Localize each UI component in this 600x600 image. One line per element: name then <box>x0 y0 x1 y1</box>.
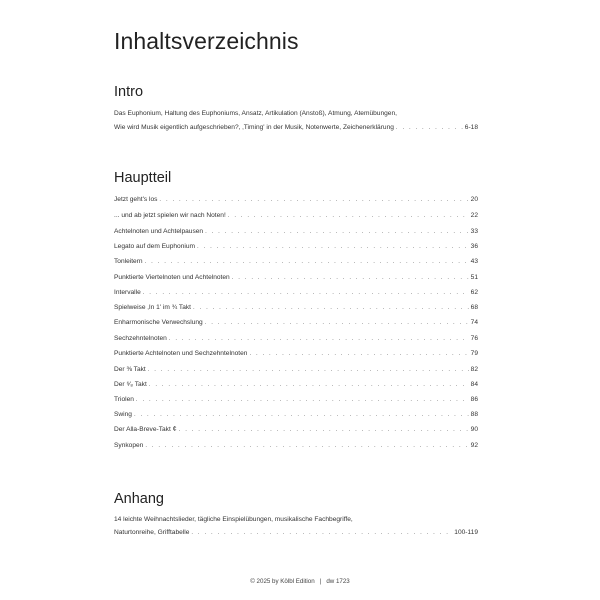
toc-label: Punktierte Achtelnoten und Sechzehntelnoten <box>114 350 248 357</box>
dot-leader <box>232 273 469 283</box>
toc-label: Der ⅜ Takt <box>114 366 146 373</box>
toc-label: Triolen <box>114 396 134 403</box>
toc-page-number: 86 <box>470 396 478 403</box>
toc-page-number: 100-119 <box>454 529 478 536</box>
toc-row <box>114 227 478 237</box>
toc-page-number: 36 <box>470 243 478 250</box>
toc-row <box>114 441 478 451</box>
dot-leader <box>205 227 469 237</box>
toc-page-number: 6-18 <box>464 124 478 131</box>
dot-leader <box>159 195 468 205</box>
dot-leader <box>396 123 463 133</box>
toc-row <box>114 365 478 375</box>
section-heading-hauptteil: Hauptteil <box>114 170 172 186</box>
toc-label: Achtelnoten und Achtelpausen <box>114 228 204 235</box>
toc-row <box>114 288 478 298</box>
footer-copyright: © 2025 by Kölbl Edition <box>250 578 315 585</box>
dot-leader <box>205 318 469 328</box>
toc-page-number: 20 <box>470 196 478 203</box>
toc-label: Naturtonreihe, Grifftabelle <box>114 529 190 536</box>
toc-page-number: 79 <box>470 350 478 357</box>
toc-row <box>114 211 478 221</box>
toc-row <box>114 410 478 420</box>
toc-page-number: 62 <box>470 289 478 296</box>
toc-row <box>114 273 478 283</box>
alla-breve-icon: ¢ <box>172 426 177 433</box>
toc-row <box>114 334 478 344</box>
toc-row <box>114 257 478 267</box>
toc-label: Jetzt geht's los <box>114 196 158 203</box>
section-heading-intro: Intro <box>114 84 144 100</box>
toc-page-number: 43 <box>470 258 478 265</box>
toc-page-number: 82 <box>470 366 478 373</box>
toc-label: Wie wird Musik eigentlich aufgeschrieben?, ‚Timing' in der Musik, Notenwerte, Zeichenerklärung <box>114 124 394 131</box>
toc-label: Intervalle <box>114 289 141 296</box>
toc-row <box>114 395 478 405</box>
dot-leader <box>197 242 469 252</box>
intro-line-2 <box>114 123 478 133</box>
toc-row <box>114 380 478 390</box>
toc-page-number: 68 <box>470 304 478 311</box>
toc-label: Legato auf dem Euphonium <box>114 243 196 250</box>
toc-page-number: 22 <box>470 212 478 219</box>
dot-leader <box>148 365 469 375</box>
toc-label: Sechzehntelnoten <box>114 335 167 342</box>
toc-row <box>114 349 478 359</box>
toc-row <box>114 318 478 328</box>
toc-page-number: 88 <box>470 411 478 418</box>
page-title: Inhaltsverzeichnis <box>114 28 299 54</box>
dot-leader <box>193 303 469 313</box>
dot-leader <box>228 211 469 221</box>
anhang-line-1: 14 leichte Weihnachtslieder, tägliche Einspielübungen, musikalische Fachbegriffe, <box>114 516 353 523</box>
toc-page-number: 92 <box>470 442 478 449</box>
toc-label: Spielweise ‚In 1' im ¾ Takt <box>114 304 191 311</box>
toc-label: ... und ab jetzt spielen wir nach Noten! <box>114 212 226 219</box>
dot-leader <box>179 425 469 435</box>
footer-separator: | <box>319 578 322 585</box>
toc-row <box>114 195 478 205</box>
anhang-line-2 <box>114 528 478 538</box>
footer-code: dw 1723 <box>326 578 350 585</box>
toc-row <box>114 303 478 313</box>
toc-label: Enharmonische Verwechslung <box>114 319 203 326</box>
toc-page-number: 74 <box>470 319 478 326</box>
dot-leader <box>143 288 469 298</box>
toc-page-number: 84 <box>470 381 478 388</box>
dot-leader <box>145 257 469 267</box>
toc-page-number: 33 <box>470 228 478 235</box>
dot-leader <box>149 380 469 390</box>
toc-row <box>114 425 478 435</box>
toc-label: Punktierte Viertelnoten und Achtelnoten <box>114 274 230 281</box>
section-heading-anhang: Anhang <box>114 491 164 507</box>
toc-row <box>114 242 478 252</box>
dot-leader <box>169 334 469 344</box>
dot-leader <box>145 441 468 451</box>
toc-page-number: 90 <box>470 426 478 433</box>
dot-leader <box>136 395 469 405</box>
dot-leader <box>191 528 452 538</box>
dot-leader <box>249 349 468 359</box>
toc-page-number: 51 <box>470 274 478 281</box>
toc-label: Tonleitern <box>114 258 143 265</box>
page-footer <box>0 578 600 585</box>
toc-label: Der Alla-Breve-Takt <box>114 426 171 433</box>
toc-label: Synkopen <box>114 442 144 449</box>
dot-leader <box>134 410 469 420</box>
toc-label: Swing <box>114 411 132 418</box>
toc-label: Der ⁶⁄₈ Takt <box>114 381 147 388</box>
intro-line-1: Das Euphonium, Haltung des Euphoniums, Ansatz, Artikulation (Anstoß), Atmung, Atemübungen, <box>114 110 397 117</box>
toc-page-number: 76 <box>470 335 478 342</box>
